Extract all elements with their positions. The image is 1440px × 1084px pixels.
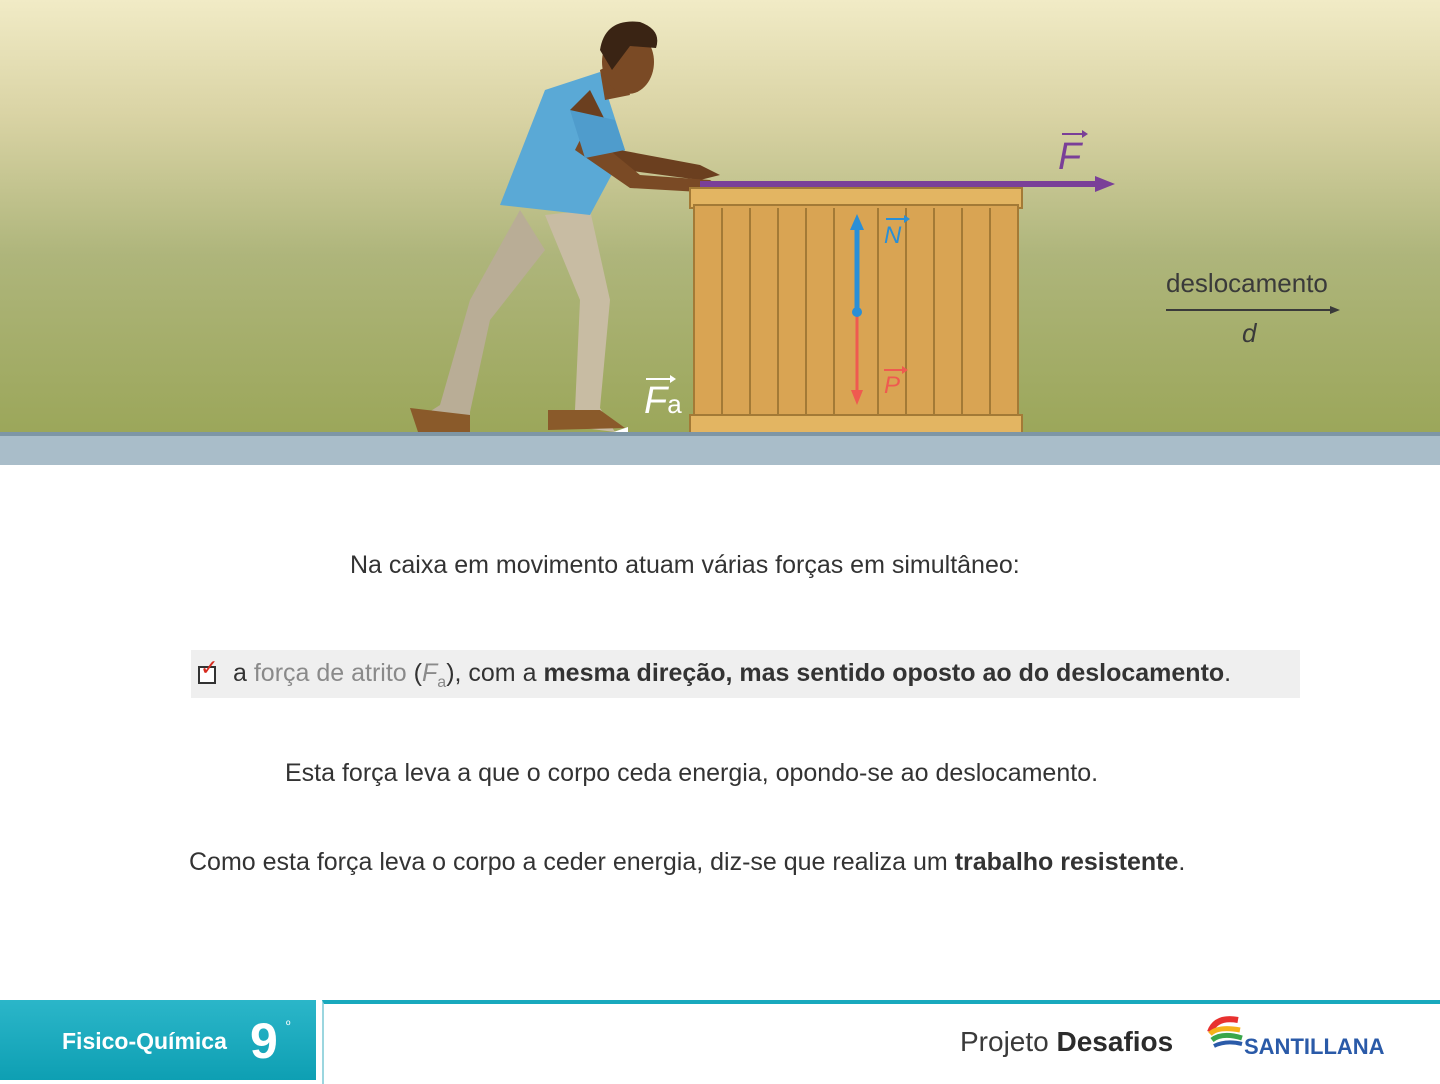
santillana-logo-icon — [1206, 1014, 1246, 1050]
friction-force-label — [644, 380, 682, 423]
item-paren-open: ( — [406, 659, 422, 687]
friction-item-text — [233, 659, 1231, 692]
normal-force-label: N — [884, 222, 902, 249]
project-logo — [960, 1026, 1173, 1058]
item-middle: ), com a — [446, 659, 544, 687]
item-gray-term: força de atrito — [253, 659, 407, 687]
displacement-label: deslocamento — [1166, 268, 1328, 298]
project-bold: Desafios — [1056, 1026, 1174, 1057]
brand-name: SANTILLANA — [1244, 1034, 1385, 1059]
project-light: Projeto — [960, 1026, 1057, 1057]
work-text-start: Como esta força leva o corpo a ceder energia, diz-se que realiza um — [189, 848, 955, 876]
friction-label-main: F — [644, 380, 668, 422]
energy-text: Esta força leva a que o corpo ceda energia, opondo-se ao deslocamento. — [285, 759, 1099, 787]
work-text — [189, 848, 1185, 877]
weight-force-label: P — [884, 372, 901, 399]
grade-number: 9 — [250, 1013, 278, 1069]
work-text-end: . — [1178, 848, 1186, 876]
item-bold: mesma direção, mas sentido oposto ao do deslocamento — [543, 659, 1225, 687]
checkmark-icon: ✓ — [200, 655, 219, 680]
man-figure — [410, 22, 725, 435]
grade-ordinal: º — [286, 1018, 291, 1032]
footer-brand-panel — [322, 1000, 1440, 1084]
displacement-symbol: d — [1242, 318, 1257, 348]
item-prefix: a — [233, 659, 254, 687]
friction-label-sub: a — [667, 389, 682, 419]
floor — [0, 432, 1440, 465]
physics-illustration — [0, 0, 1440, 465]
subject-label: Fisico-Química — [62, 1028, 227, 1054]
item-end: . — [1224, 659, 1232, 687]
intro-text: Na caixa em movimento atuam várias forças em simultâneo: — [350, 551, 1020, 579]
applied-force-label: F — [1058, 136, 1082, 178]
item-symbol: F — [422, 659, 438, 687]
displacement-arrow — [1166, 306, 1340, 314]
footer-subject-panel — [0, 1000, 316, 1080]
item-symbol-sub: a — [437, 674, 447, 691]
footer — [0, 1000, 1440, 1080]
scene-drawing — [0, 0, 1440, 465]
work-text-bold: trabalho resistente — [954, 848, 1179, 876]
